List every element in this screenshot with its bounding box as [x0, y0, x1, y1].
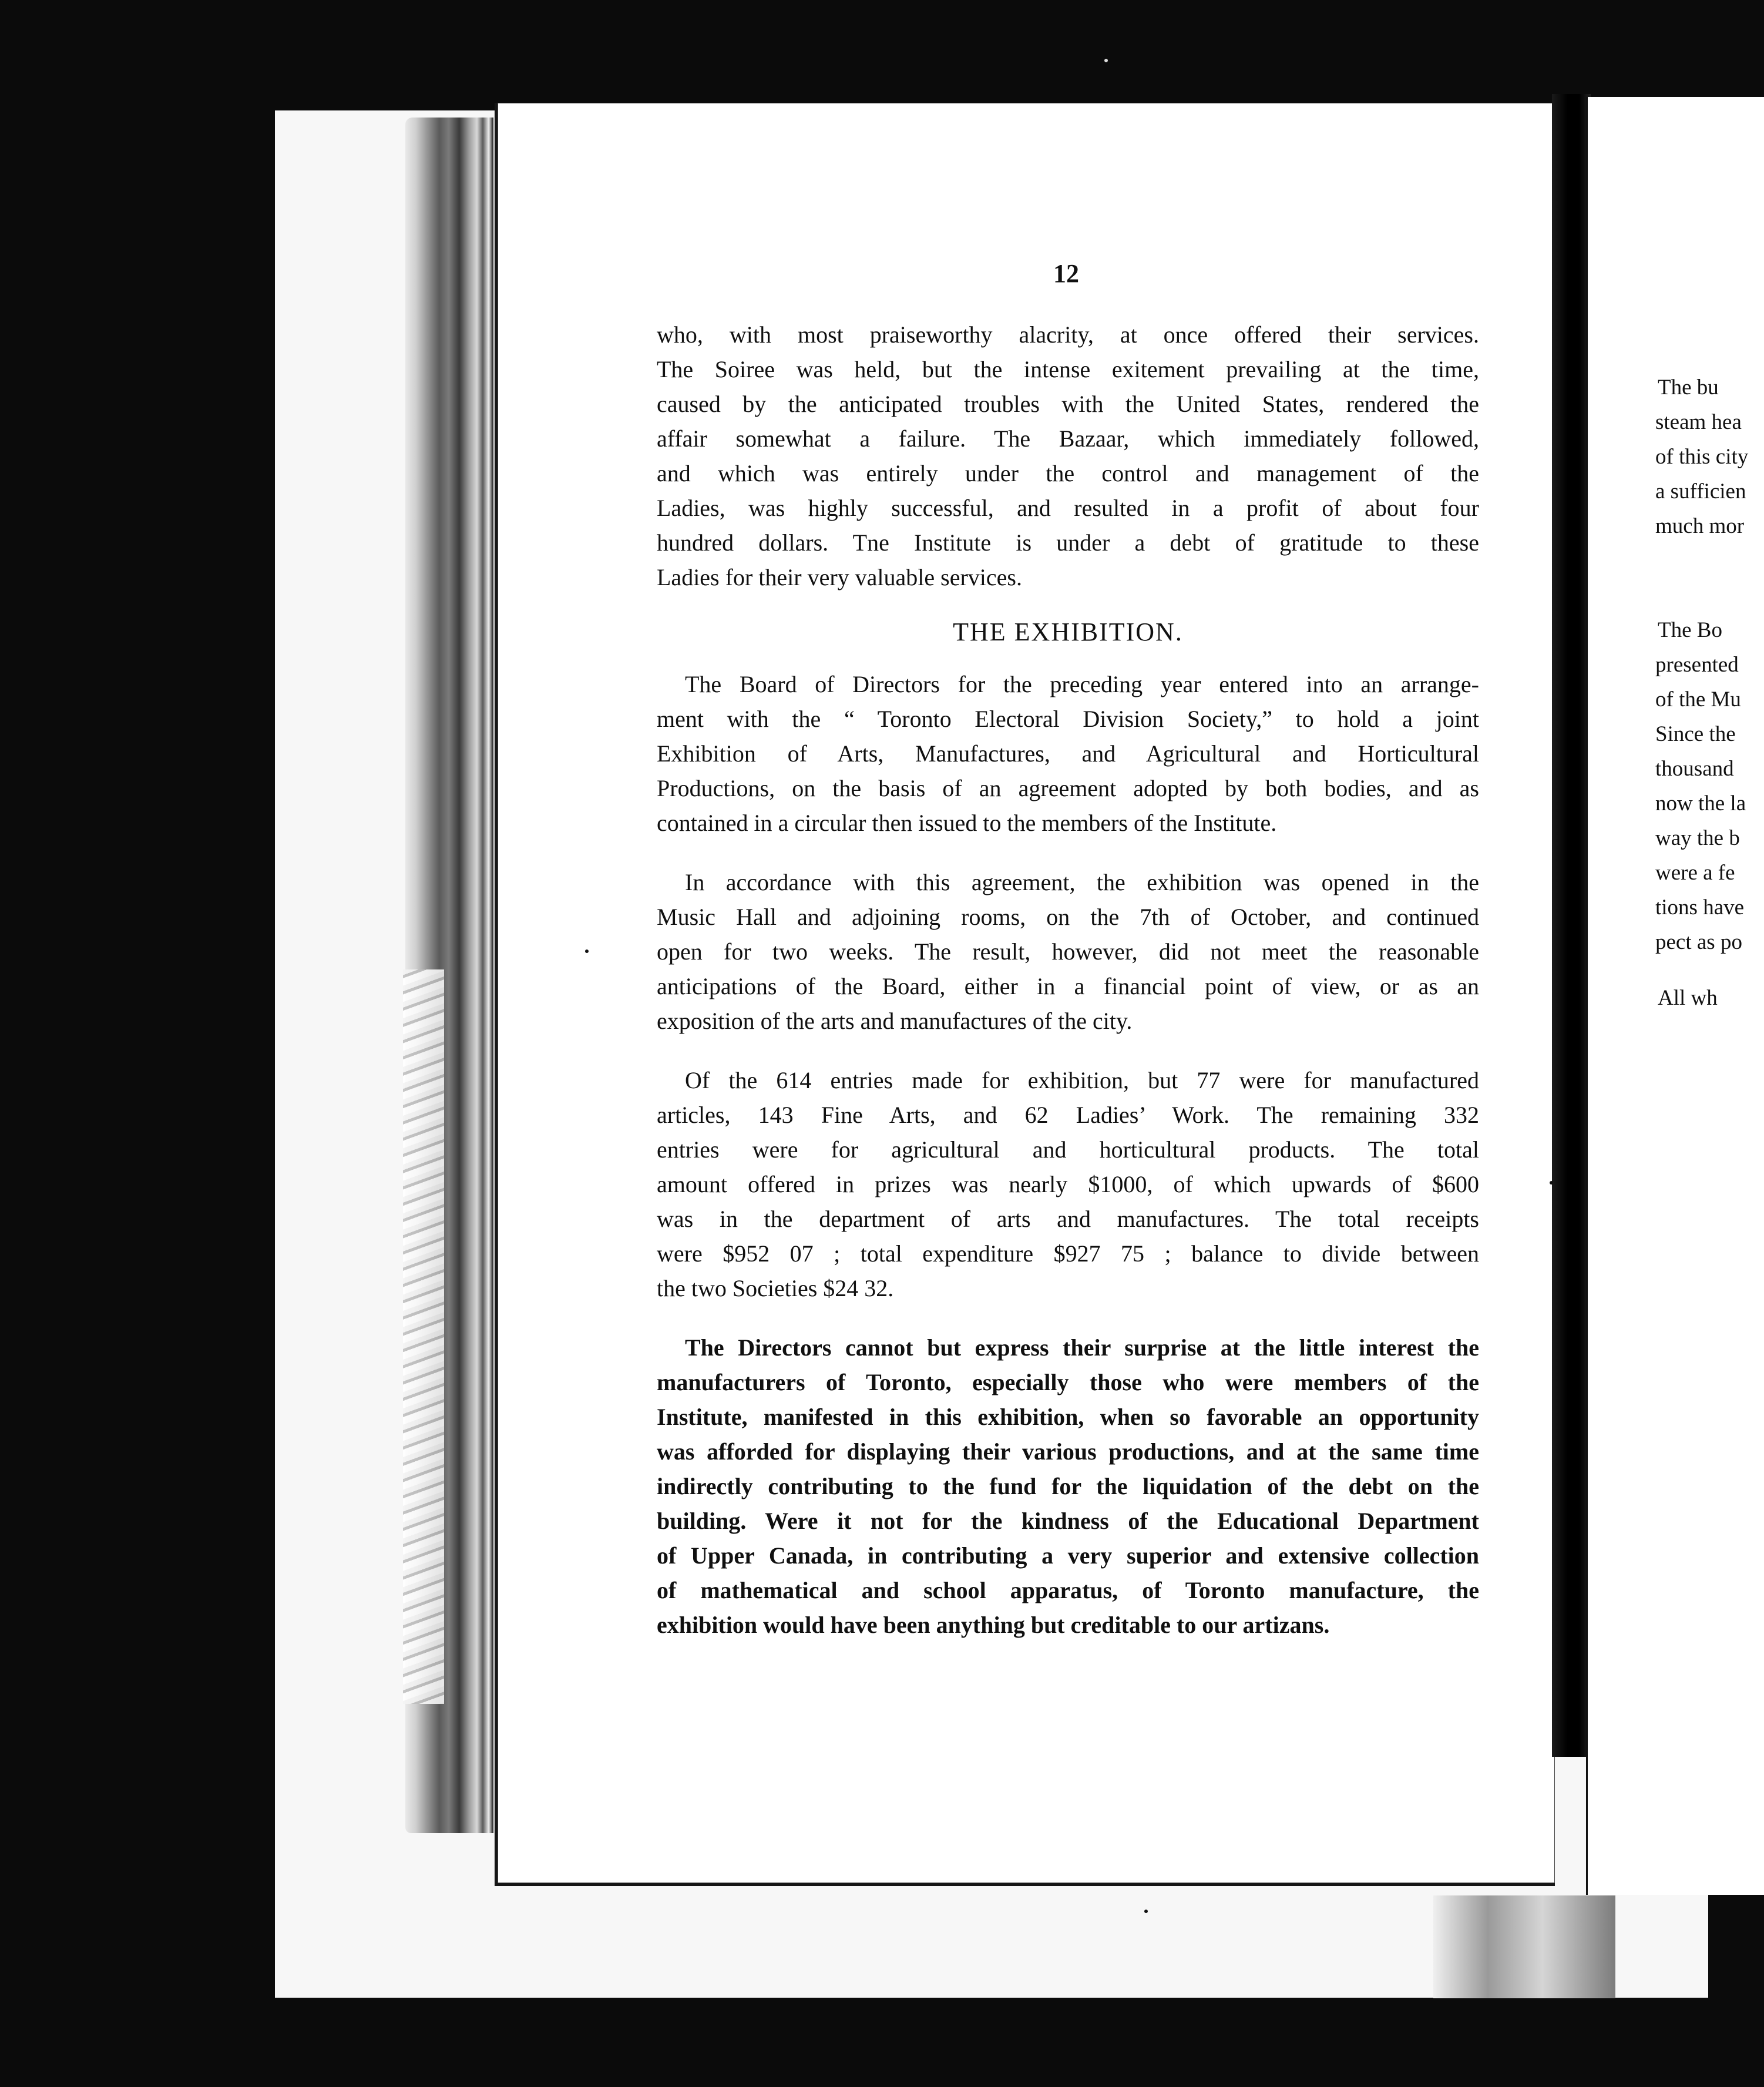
paragraph-2	[657, 667, 1479, 840]
facing-text-fragment: steam hea	[1655, 410, 1742, 434]
facing-text-fragment: The Bo	[1658, 618, 1722, 642]
text-line: of Upper Canada, in contributing a very superior and extensive collection	[657, 1542, 1479, 1569]
text-line: indirectly contributing to the fund for the liquidation of the debt on the	[657, 1473, 1479, 1499]
section-heading: THE EXHIBITION.	[953, 618, 1183, 646]
page-number: 12	[1053, 259, 1079, 288]
text-line: of mathematical and school apparatus, of Toronto manufacture, the	[657, 1577, 1479, 1603]
scan-speck	[1104, 59, 1108, 62]
text-line: The Directors cannot but express their surprise at the little interest the	[685, 1334, 1479, 1361]
torn-page-edges	[403, 969, 444, 1704]
book-gutter	[1552, 94, 1591, 1757]
text-line: were $952 07 ; total expenditure $927 75 ; balance to divide between	[657, 1240, 1479, 1267]
text-line: Productions, on the basis of an agreement adopted by both bodies, and as	[657, 775, 1479, 801]
facing-text-fragment: a sufficien	[1655, 479, 1746, 504]
text-line: was afforded for displaying their various productions, and at the same time	[657, 1438, 1479, 1465]
facing-page-text	[1655, 370, 1749, 1015]
facing-text-fragment: presented	[1655, 653, 1739, 677]
text-line: entries were for agricultural and horticultural products. The total	[657, 1136, 1479, 1163]
text-line: Ladies for their very valuable services.	[657, 564, 1022, 590]
text-line: articles, 143 Fine Arts, and 62 Ladies’ Work. The remaining 332	[657, 1102, 1479, 1128]
facing-text-fragment: The bu	[1658, 375, 1719, 400]
paragraph-4	[657, 1063, 1479, 1306]
text-line: amount offered in prizes was nearly $1000, of which upwards of $600	[657, 1171, 1479, 1197]
text-line: exposition of the arts and manufactures of the city.	[657, 1008, 1133, 1034]
text-line: The Board of Directors for the preceding year entered into an arrange-	[685, 671, 1479, 697]
page-body	[657, 317, 1479, 1642]
text-line: caused by the anticipated troubles with the United States, rendered the	[657, 391, 1479, 417]
scan-speck	[1144, 1910, 1148, 1913]
text-line: Of the 614 entries made for exhibition, but 77 were for manufactured	[685, 1067, 1479, 1093]
facing-text-fragment: tions have	[1655, 895, 1745, 920]
text-line: contained in a circular then issued to the members of the Institute.	[657, 810, 1277, 836]
text-line: exhibition would have been anything but creditable to our artizans.	[657, 1612, 1330, 1638]
text-line: and which was entirely under the control and management of the	[657, 460, 1479, 486]
scan-speck	[1550, 1181, 1553, 1185]
scan-speck	[585, 949, 589, 953]
text-line: who, with most praiseworthy alacrity, at once offered their services.	[657, 321, 1479, 348]
paragraph-3	[657, 865, 1479, 1038]
facing-text-fragment: way the b	[1655, 826, 1740, 850]
paragraph-5	[657, 1330, 1479, 1642]
text-line: In accordance with this agreement, the exhibition was opened in the	[685, 869, 1479, 895]
facing-text-fragment: of this city	[1655, 445, 1749, 469]
facing-text-fragment: of the Mu	[1655, 687, 1741, 712]
text-line: affair somewhat a failure. The Bazaar, which immediately followed,	[657, 425, 1479, 452]
text-line: Institute, manifested in this exhibition, when so favorable an opportunity	[657, 1404, 1479, 1430]
facing-text-fragment: much mor	[1655, 514, 1745, 538]
text-line: open for two weeks. The result, however, did not meet the reasonable	[657, 938, 1479, 965]
text-line: was in the department of arts and manufactures. The total receipts	[657, 1206, 1479, 1232]
facing-text-fragment: were a fe	[1655, 861, 1735, 885]
facing-text-fragment: Since the	[1655, 722, 1736, 746]
text-line: building. Were it not for the kindness of the Educational Department	[657, 1508, 1479, 1534]
text-line: the two Societies $24 32.	[657, 1275, 894, 1301]
facing-text-fragment: thousand	[1655, 757, 1734, 781]
text-line: Ladies, was highly successful, and resulted in a profit of about four	[657, 495, 1479, 521]
text-line: Exhibition of Arts, Manufactures, and Agricultural and Horticultural	[657, 740, 1479, 767]
text-line: hundred dollars. Tne Institute is under a debt of gratitude to these	[657, 529, 1479, 556]
paragraph-1	[657, 317, 1479, 595]
text-line: anticipations of the Board, either in a financial point of view, or as an	[657, 973, 1479, 999]
text-line: manufacturers of Toronto, especially those who were members of the	[657, 1369, 1479, 1395]
facing-text-fragment: pect as po	[1655, 930, 1742, 954]
text-line: Music Hall and adjoining rooms, on the 7th of October, and continued	[657, 904, 1479, 930]
facing-text-fragment: now the la	[1655, 791, 1746, 816]
text-line: ment with the “ Toronto Electoral Division Society,” to hold a joint	[657, 706, 1479, 732]
text-line: The Soiree was held, but the intense exitement prevailing at the time,	[657, 356, 1479, 382]
page-block-bottom	[1433, 1895, 1615, 1998]
facing-text-fragment: All wh	[1658, 986, 1718, 1010]
